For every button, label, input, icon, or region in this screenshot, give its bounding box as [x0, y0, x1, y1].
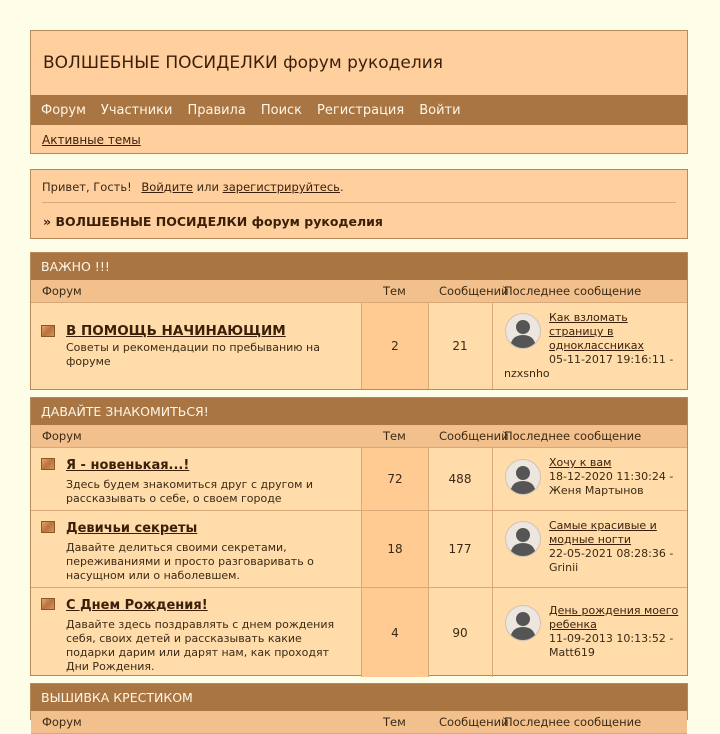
col-posts: Сообщений	[439, 715, 509, 729]
user-avatar-icon	[505, 459, 541, 495]
col-topics: Тем	[383, 715, 406, 729]
last-post	[492, 303, 687, 389]
posts-count: 488	[448, 472, 472, 486]
main-nav	[31, 95, 687, 125]
nav-register[interactable]: Регистрация	[317, 102, 405, 118]
register-link[interactable]: зарегистрируйтесь	[222, 180, 340, 194]
category-cross-stitch	[30, 683, 688, 729]
forum-title-link[interactable]: Я - новенькая...!	[66, 458, 190, 473]
or-text: или	[196, 180, 219, 194]
forum-row	[31, 588, 687, 677]
user-avatar-icon	[505, 521, 541, 557]
topics-count: 72	[361, 448, 429, 510]
nav-rules[interactable]: Правила	[187, 102, 246, 118]
col-posts: Сообщений	[439, 429, 509, 443]
forum-folder-icon	[41, 521, 55, 533]
breadcrumb-arrow: »	[43, 214, 52, 229]
category-introduce	[30, 397, 688, 676]
col-topics: Тем	[383, 284, 406, 298]
category-important	[30, 252, 688, 390]
category-title: ДАВАЙТЕ ЗНАКОМИТЬСЯ!	[31, 398, 687, 425]
last-post	[492, 448, 687, 510]
posts-count: 177	[448, 542, 472, 556]
category-title: ВАЖНО !!!	[31, 253, 687, 280]
period-text: .	[339, 180, 344, 194]
last-topic-link[interactable]: Самые красивые и модные ногти	[549, 519, 657, 546]
site-header	[30, 30, 688, 154]
breadcrumb-label: ВОЛШЕБНЫЕ ПОСИДЕЛКИ форум рукоделия	[55, 214, 383, 229]
forum-description: Давайте делиться своими секретами, переживаниями и просто разговаривать о насущном или о наболевшем.	[66, 541, 314, 582]
active-topics-link[interactable]: Активные темы	[42, 133, 141, 147]
category-title: ВЫШИВКА КРЕСТИКОМ	[31, 684, 687, 711]
last-post-user: Grinii	[549, 561, 579, 574]
nav-login[interactable]: Войти	[419, 102, 461, 118]
last-post-date: 18-12-2020 11:30:24 -	[549, 470, 674, 483]
last-post-date: 11-09-2013 10:13:52 -	[549, 632, 674, 645]
last-topic-link[interactable]: Хочу к вам	[549, 456, 612, 469]
user-avatar-icon	[505, 605, 541, 641]
last-post	[492, 511, 687, 587]
topics-count: 4	[361, 588, 429, 677]
last-post	[492, 588, 687, 677]
forum-folder-icon	[41, 325, 55, 337]
forum-title-link[interactable]: Девичьи секреты	[66, 521, 198, 536]
col-posts: Сообщений	[439, 284, 509, 298]
col-forum: Форум	[42, 284, 82, 298]
forum-row	[31, 448, 687, 511]
site-title: ВОЛШЕБНЫЕ ПОСИДЕЛКИ форум рукоделия	[43, 53, 443, 73]
last-post-user: Женя Мартынов	[549, 484, 644, 497]
forum-folder-icon	[41, 598, 55, 610]
forum-title-link[interactable]: С Днем Рождения!	[66, 598, 208, 613]
divider	[42, 202, 676, 203]
last-post-date: 22-05-2021 08:28:36 -	[549, 547, 674, 560]
column-headers	[31, 711, 687, 734]
forum-title-link[interactable]: В ПОМОЩЬ НАЧИНАЮЩИМ	[66, 323, 286, 339]
nav-forum[interactable]: Форум	[41, 102, 86, 118]
posts-count: 21	[452, 339, 468, 353]
last-post-user: Matt619	[549, 646, 595, 659]
nav-members[interactable]: Участники	[100, 102, 173, 118]
last-post-date: 05-11-2017 19:16:11 -	[549, 353, 674, 366]
col-topics: Тем	[383, 429, 406, 443]
topics-count: 2	[361, 303, 429, 389]
topics-count: 18	[361, 511, 429, 587]
col-last: Последнее сообщение	[504, 284, 642, 298]
last-post-user: nzxsnho	[504, 367, 550, 380]
forum-description: Давайте здесь поздравлять с днем рождения себя, своих детей и рассказывать какие подарки дарим или дарят нам, как проходят Дни Рождения.	[66, 618, 335, 673]
col-last: Последнее сообщение	[504, 715, 642, 729]
nav-search[interactable]: Поиск	[260, 102, 303, 118]
welcome-box	[30, 169, 688, 239]
column-headers	[31, 280, 687, 303]
forum-row	[31, 511, 687, 588]
greeting-text: Привет, Гость!	[42, 180, 132, 194]
last-topic-link[interactable]: День рождения моего ребенка	[549, 604, 679, 631]
col-forum: Форум	[42, 715, 82, 729]
forum-folder-icon	[41, 458, 55, 470]
greeting-line	[42, 180, 344, 194]
last-topic-link[interactable]: Как взломать страницу в одноклассниках	[549, 311, 645, 352]
forum-description: Здесь будем знакомиться друг с другом и рассказывать о себе, о своем городе	[66, 478, 314, 505]
col-forum: Форум	[42, 429, 82, 443]
forum-row	[31, 303, 687, 389]
login-link[interactable]: Войдите	[141, 180, 194, 194]
col-last: Последнее сообщение	[504, 429, 642, 443]
column-headers	[31, 425, 687, 448]
posts-count: 90	[452, 625, 468, 640]
breadcrumb	[43, 214, 383, 229]
forum-description: Советы и рекомендации по пребыванию на форуме	[66, 341, 320, 368]
user-avatar-icon	[505, 313, 541, 349]
